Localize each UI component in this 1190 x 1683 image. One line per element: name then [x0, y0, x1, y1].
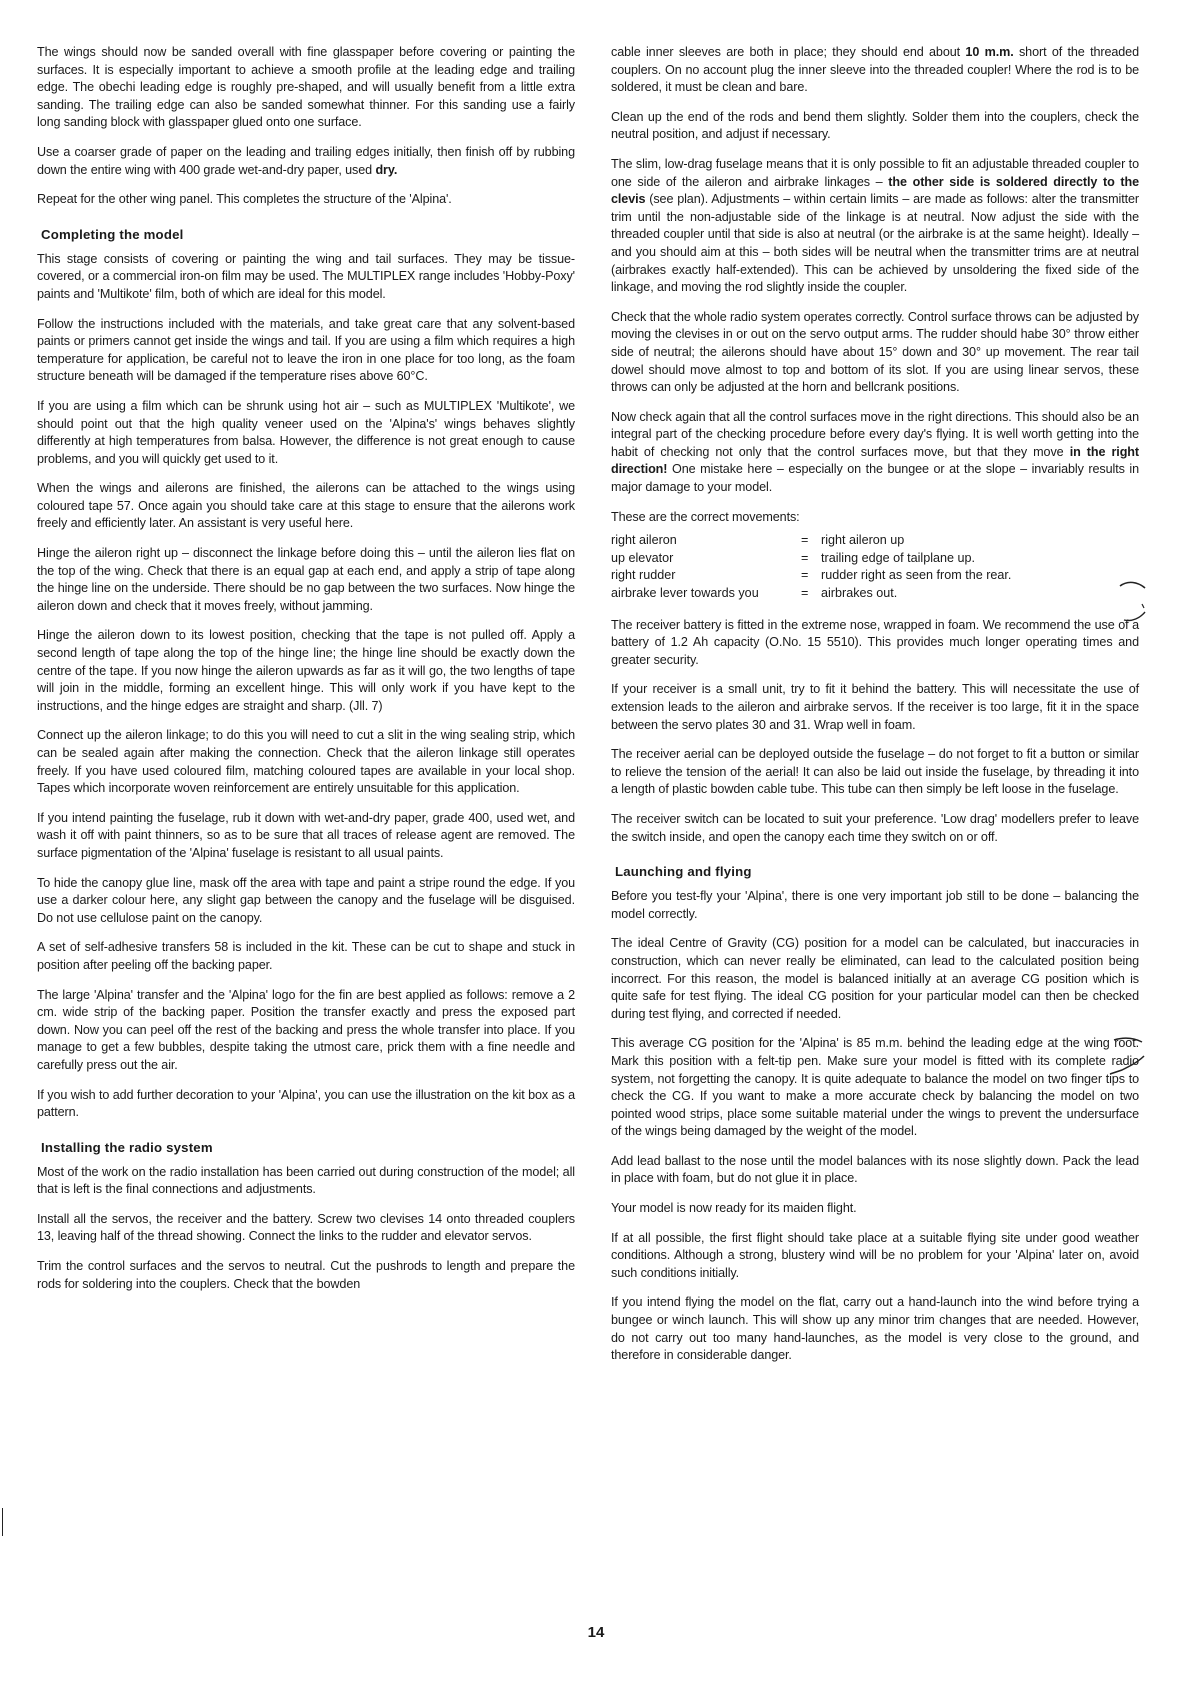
paragraph-receiver-battery: The receiver battery is fitted in the extreme nose, wrapped in foam. We recommend the use of a battery of 1.2 Ah capacity (O.No. 15 5510). This provides much longer operating times and greater security.: [611, 617, 1139, 667]
paragraph-text: short of the threaded couplers. On no account plug the inner sleeve into the threaded coupler! Where the rod is to be soldered, it must be clean and bare.: [611, 45, 1139, 95]
paragraph-linkage: Connect up the aileron linkage; to do this you will need to cut a slit in the wing sealing strip, which can be sealed again after making the connection. Check that the aileron linkage still operates freely. If you have used coloured film, matching coloured tapes are available in your local shop. Tapes which incorporate woven reinforcement are entirely unsuitable for this application.: [37, 728, 575, 796]
paragraph-low-drag: [611, 156, 1139, 297]
movement-result: airbrakes out.: [821, 586, 898, 601]
paragraph-first-flight: If at all possible, the first flight should take place at a suitable flying site under good weather conditions. Although a strong, blustery wind will be no problem for your 'Alpina' later on, avoid such conditions initially.: [611, 1230, 1139, 1280]
movement-result: rudder right as seen from the rear.: [821, 568, 1012, 583]
movement-result: right aileron up: [821, 533, 905, 548]
movement-equals: =: [801, 550, 809, 565]
bold-text: in the right direction!: [611, 444, 1139, 477]
paragraph-check-radio: Check that the whole radio system operates correctly. Control surface throws can be adjusted by moving the clevises in or out on the servo output arms. The rudder should habe 30° throw either side of neutral; the ailerons should have about 15° down and 30° up movement. The rear tail dowel should move almost to top and bottom of its slot. If you are using linear servos, these throws can only be adjusted at the horn and bellcrank positions.: [611, 309, 1139, 395]
pen-mark-icon: [1108, 1036, 1152, 1082]
paragraph-clean-rods: Clean up the end of the rods and bend them slightly. Solder them into the couplers, check the neutral position, and adjust if necessary.: [611, 109, 1139, 142]
heading-completing-model: Completing the model: [41, 226, 184, 242]
movement-result: trailing edge of tailplane up.: [821, 550, 976, 565]
paragraph-text: (see plan). Adjustments – within certain limits – are made as follows: alter the transmitter trim until the non-adjustable side of the linkage is at neutral. Now adjust the side with the threaded coupler until that side is also at neutral (or the airbrake is at the same height). Ideally – and you should aim at this – both sides will be neutral when the transmitter trims are at neutral (airbrakes exactly half-extended). This can be achieved by unsoldering the fixed side of the linkage, and moving the rod slightly inside the coupler.: [611, 192, 1139, 295]
paragraph-before-test-fly: Before you test-fly your 'Alpina', there is one very important job still to be done – balancing the model correctly.: [611, 889, 1139, 921]
table-row: [611, 532, 1011, 550]
left-column: [37, 44, 575, 1305]
paragraph-ideal-cg: The ideal Centre of Gravity (CG) position for a model can be calculated, but inaccuracies in construction, which can never really be eliminated, can lead to the calculated position being incorrect. For this reason, the model is balanced initially at an average CG position which is quite safe for test flying. The ideal CG position for your particular model can then be checked during test flying, and corrected if needed.: [611, 936, 1139, 1021]
paragraph-text: Now check again that all the control surfaces move in the right directions. This should also be an integral part of the checking procedure before every day's flying. It is well worth getting into the habit of checking not only that the control surfaces move, but that they move: [611, 409, 1139, 459]
pen-mark-icon: [1118, 578, 1148, 624]
paragraph-check-directions: [611, 409, 1139, 497]
bold-text: the other side is soldered directly to the clevis: [611, 174, 1139, 207]
paragraph-receiver-aerial: The receiver aerial can be deployed outside the fuselage – do not forget to fit a button or similar to relieve the tension of the aerial! It can also be laid out inside the fuselage, by threading it into a length of plastic bowden cable tube. This tube can then simply be left loose in the fuselage.: [611, 747, 1139, 797]
paragraph-alpina-transfer: The large 'Alpina' transfer and the 'Alpina' logo for the fin are best applied as follows: remove a 2 cm. wide strip of the backing paper. Position the transfer exactly and press the exposed part down. Now you can peel off the rest of the backing and press the whole transfer into place. If you manage to get a few bubbles, despite taking the utmost care, prick them with a fine needle and carefully press out the air.: [37, 987, 575, 1072]
paragraph-ready: Your model is now ready for its maiden flight.: [611, 1201, 857, 1216]
paragraph-ailerons-attach: When the wings and ailerons are finished, the ailerons can be attached to the wings using coloured tape 57. Once again you should take care at this stage to ensure that the ailerons work freely and efficiently later. An assistant is very useful here.: [37, 481, 575, 531]
movement-equals: =: [801, 568, 809, 583]
movement-control: right aileron: [611, 533, 677, 548]
table-row: [611, 567, 1011, 585]
paragraph-transfers: A set of self-adhesive transfers 58 is included in the kit. These can be cut to shape and stuck in position after peeling off the backing paper.: [37, 940, 575, 972]
movement-control: right rudder: [611, 568, 676, 583]
heading-launching-flying: Launching and flying: [615, 864, 752, 880]
paragraph-radio-intro: Most of the work on the radio installation has been carried out during construction of the model; all that is left is the final connections and adjustments.: [37, 1164, 575, 1197]
movement-equals: =: [801, 533, 809, 548]
paragraph-text: The slim, low-drag fuselage means that it is only possible to fit an adjustable threaded coupler to one side of the aileron and airbrake linkages –: [611, 156, 1139, 189]
paragraph-hinge-down: Hinge the aileron down to its lowest position, checking that the tape is not pulled off. Apply a second length of tape along the top of the hinge line; the hinge line should be exactly down the centre of the tape. If you now hinge the aileron upwards as far as it will go, the two lengths of tape will join in the middle, forming an excellent hinge. This will only work if you have kept to the instructions, and the hinge edges are straight and sharp. (Jll. 7): [37, 628, 575, 713]
paragraph-trim-surfaces: Trim the control surfaces and the servos to neutral. Cut the pushrods to length and prepare the rods for soldering into the couplers. Check that the bowden: [37, 1259, 575, 1291]
bold-text: dry.: [375, 162, 398, 177]
movement-equals: =: [801, 586, 809, 601]
paragraph-average-cg: This average CG position for the 'Alpina' is 85 m.m. behind the leading edge at the wing root. Mark this position with a felt-tip pen. Make sure your model is fitted with its complete radio system, not forgetting the canopy. It is quite adequate to balance the model on two finger tips to check the CG. If you want to make a more accurate check by balancing the model on two pointed wood strips, place some suitable material under the wings to prevent the undersurface of the wings being damaged by the weight of the model.: [611, 1036, 1139, 1139]
paragraph-receiver-position: If your receiver is a small unit, try to fit it behind the battery. This will necessitate the use of extension leads to the aileron and airbrake servos. If the receiver is too large, fit it in the space between the servo plates 30 and 31. Wrap well in foam.: [611, 682, 1139, 732]
table-row: [611, 550, 1011, 568]
table-row: [611, 585, 1011, 603]
right-column: [611, 44, 1139, 1377]
paragraph-instructions: Follow the instructions included with the materials, and take great care that any solvent-based paints or primers cannot get inside the wings and tail. If you are using a film which requires a high temperature for application, be careful not to leave the iron in one place for too long, as the foam structure beneath will be damaged if the temperature rises above 60°C.: [37, 316, 575, 384]
paragraph-hinge-up: Hinge the aileron right up – disconnect the linkage before doing this – until the aileron lies flat on the top of the wing. Check that there is an equal gap at each end, and apply a strip of tape along the hinge line on the underside. There should be no gap between the two surfaces. Now hinge the aileron down and check that it moves freely, without jamming.: [37, 546, 575, 613]
paragraph-painting-fuselage: If you intend painting the fuselage, rub it down with wet-and-dry paper, grade 400, used wet, and wash it off with paint thinners, so as to be sure that all traces of release agent are removed. The surface pigmentation of the 'Alpina' fuselage is resistant to all usual paints.: [37, 810, 575, 860]
bold-text: 10 m.m.: [965, 45, 1014, 59]
paragraph-decoration: If you wish to add further decoration to your 'Alpina', you can use the illustration on the kit box as a pattern.: [37, 1087, 575, 1120]
paragraph-correct-movements: These are the correct movements:: [611, 509, 800, 524]
movement-control: airbrake lever towards you: [611, 586, 759, 601]
paragraph-text: Use a coarser grade of paper on the leading and trailing edges initially, then finish off by rubbing down the entire wing with 400 grade wet-and-dry paper, used: [37, 144, 575, 177]
page-number: 14: [587, 1624, 605, 1641]
paragraph-install-servos: Install all the servos, the receiver and the battery. Screw two clevises 14 onto threaded couplers 13, leaving half of the thread showing. Connect the links to the rudder and elevator servos.: [37, 1211, 575, 1244]
paragraph-sanding: The wings should now be sanded overall with fine glasspaper before covering or painting the surfaces. It is especially important to achieve a smooth profile at the leading edge and trailing edge. The obechi leading edge is roughly pre-shaped, and will usually benefit from a little extra sanding. The trailing edge can also be sanded somewhat thinner. For this sanding use a fairly long sanding block with glasspaper glued onto one surface.: [37, 45, 575, 130]
paragraph-text: cable inner sleeves are both in place; they should end about: [611, 45, 961, 59]
paragraph-text: One mistake here – especially on the bungee or at the slope – invariably results in major damage to your model.: [611, 462, 1140, 495]
paragraph-hand-launch: If you intend flying the model on the flat, carry out a hand-launch into the wind before trying a bungee or winch launch. This will show up any minor trim changes that are needed. However, do not carry out too many hand-launches, as the model is very close to the ground, and therefore in considerable danger.: [611, 1295, 1139, 1363]
heading-installing-radio: Installing the radio system: [41, 1139, 213, 1155]
paragraph-canopy: To hide the canopy glue line, mask off the area with tape and paint a stripe round the edge. If you use a darker colour here, any slight gap between the canopy and the fuselage will be disguised. Do not use cellulose paint on the canopy.: [37, 875, 575, 925]
paragraph-repeat: Repeat for the other wing panel. This completes the structure of the 'Alpina'.: [37, 192, 452, 207]
paragraph-covering: This stage consists of covering or painting the wing and tail surfaces. They may be tissue-covered, or a commercial iron-on film may be used. The MULTIPLEX range includes 'Hobby-Poxy' paints and 'Multikote' film, both of which are ideal for this model.: [37, 251, 575, 301]
movements-table: [611, 532, 1011, 602]
margin-mark: [2, 1508, 3, 1536]
paragraph-shrink-film: If you are using a film which can be shrunk using hot air – such as MULTIPLEX 'Multikote', we should point out that the high quality veneer used on the 'Alpina's' wings behaves slightly differently at high temperatures from balsa. However, the difference is not great enough to cause problems, and you will quickly get used to it.: [37, 398, 575, 466]
paragraph-bowden-sleeves: [611, 44, 1139, 97]
paragraph-receiver-switch: The receiver switch can be located to suit your preference. 'Low drag' modellers prefer to leave the switch inside, and open the canopy each time they switch on or off.: [611, 811, 1139, 844]
paragraph-coarser-grade: [37, 144, 575, 179]
movement-control: up elevator: [611, 550, 674, 565]
paragraph-lead-ballast: Add lead ballast to the nose until the model balances with its nose slightly down. Pack the lead in place with foam, but do not glue it in place.: [611, 1153, 1139, 1186]
